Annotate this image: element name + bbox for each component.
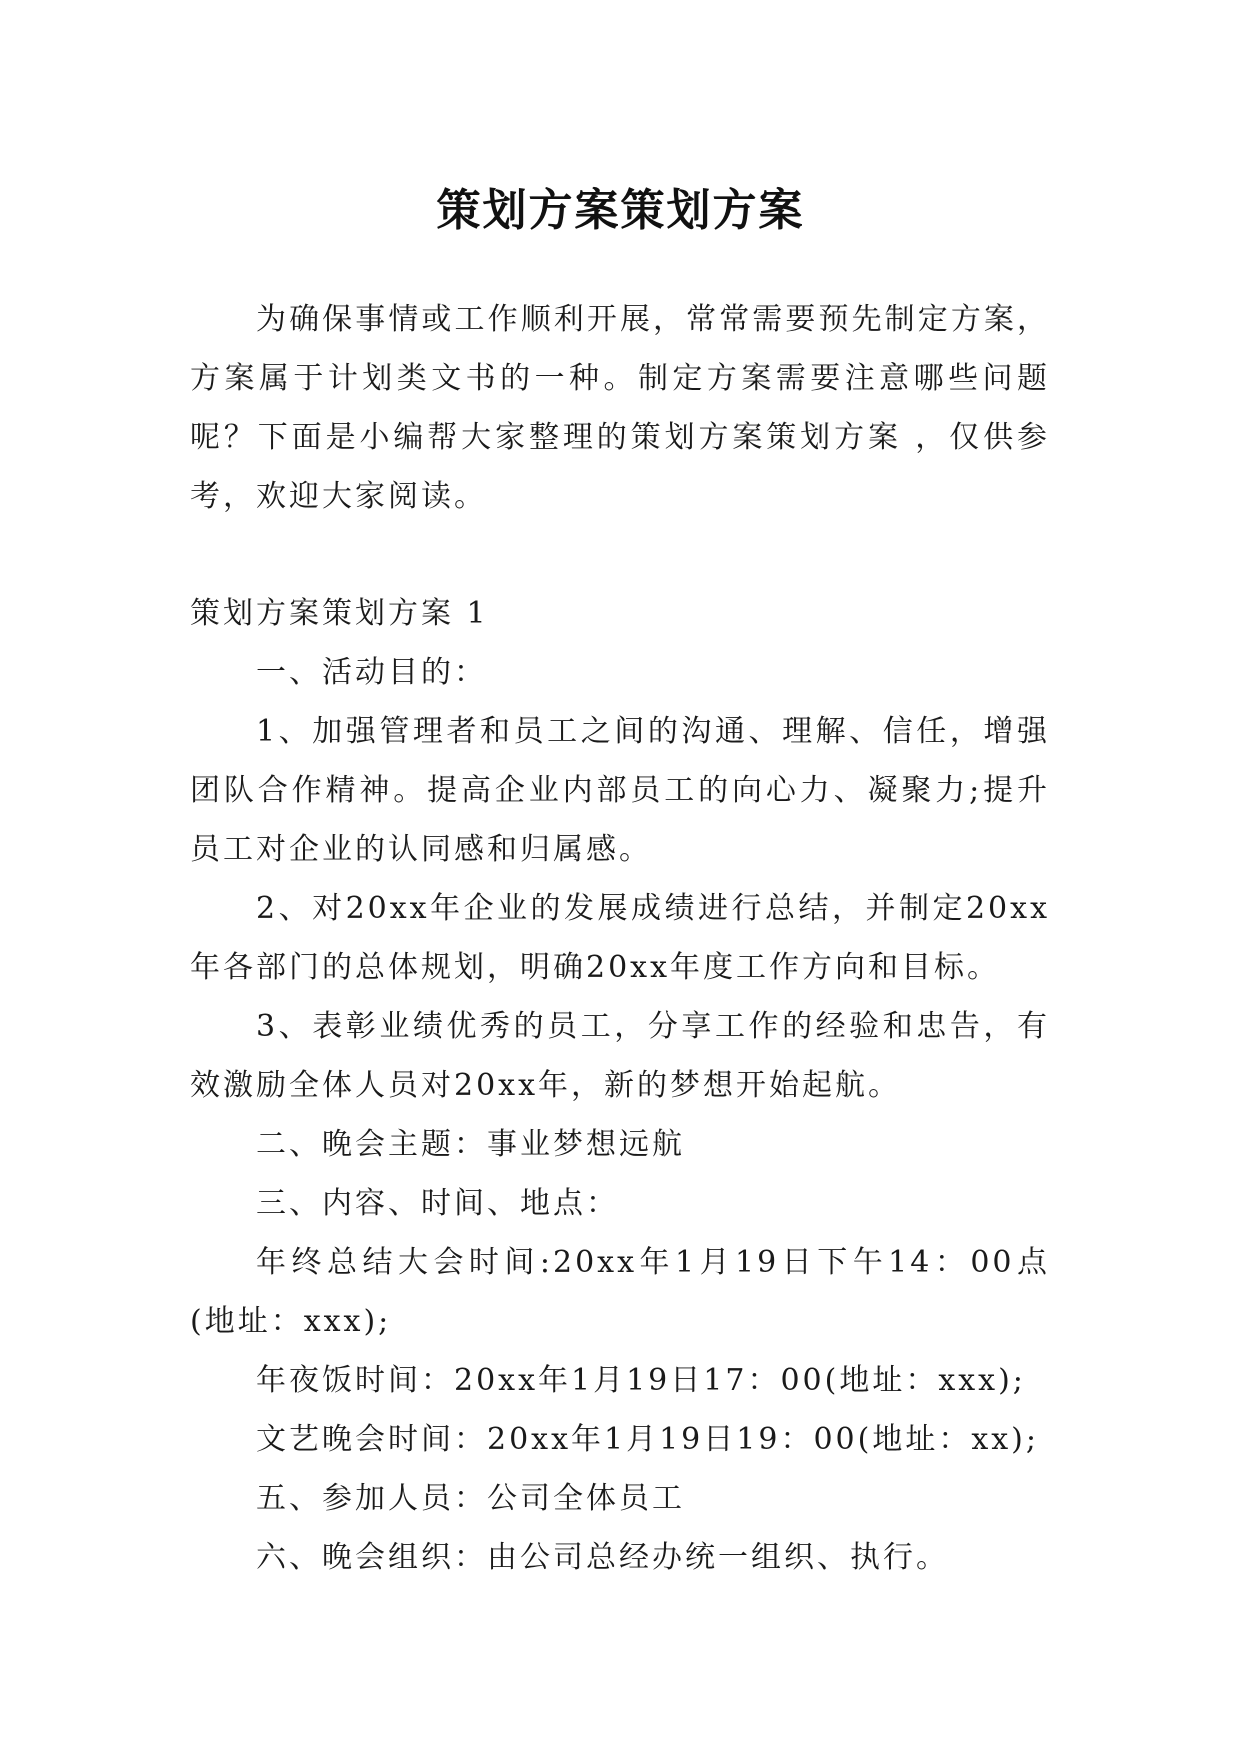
paragraph-organization: 六、晚会组织：由公司总经办统一组织、执行。	[256, 1540, 949, 1575]
paragraph-summary-meeting-time: 年终总结大会时间:20xx年1月19日下午14：00点(地址：xxx);	[190, 1245, 1050, 1339]
document-body	[190, 290, 1050, 1587]
paragraph-theme: 二、晚会主题：事业梦想远航	[256, 1127, 685, 1162]
paragraph-purpose-2: 2、对20xx年企业的发展成绩进行总结，并制定20xx年各部门的总体规划，明确20xx年度工作方向和目标。	[190, 891, 1050, 985]
paragraph-schedule-heading: 三、内容、时间、地点：	[256, 1186, 619, 1221]
paragraph-dinner-time: 年夜饭时间：20xx年1月19日17：00(地址：xxx);	[256, 1363, 1026, 1398]
paragraph-purpose-3: 3、表彰业绩优秀的员工，分享工作的经验和忠告，有效激励全体人员对20xx年，新的梦想开始起航。	[190, 1009, 1050, 1103]
paragraph-purpose-heading: 一、活动目的：	[256, 655, 487, 690]
paragraph-participants: 五、参加人员：公司全体员工	[256, 1481, 685, 1516]
paragraph-gala-time: 文艺晚会时间：20xx年1月19日19：00(地址：xx);	[256, 1422, 1039, 1457]
intro-paragraph: 为确保事情或工作顺利开展，常常需要预先制定方案，方案属于计划类文书的一种。制定方案需要注意哪些问题呢？下面是小编帮大家整理的策划方案策划方案 ，仅供参考，欢迎大家阅读。	[190, 302, 1050, 514]
paragraph-purpose-1: 1、加强管理者和员工之间的沟通、理解、信任，增强团队合作精神。提高企业内部员工的向心力、凝聚力;提升员工对企业的认同感和归属感。	[190, 714, 1050, 867]
document-title: 策划方案策划方案	[436, 185, 805, 237]
section-heading: 策划方案策划方案 1	[190, 596, 489, 631]
